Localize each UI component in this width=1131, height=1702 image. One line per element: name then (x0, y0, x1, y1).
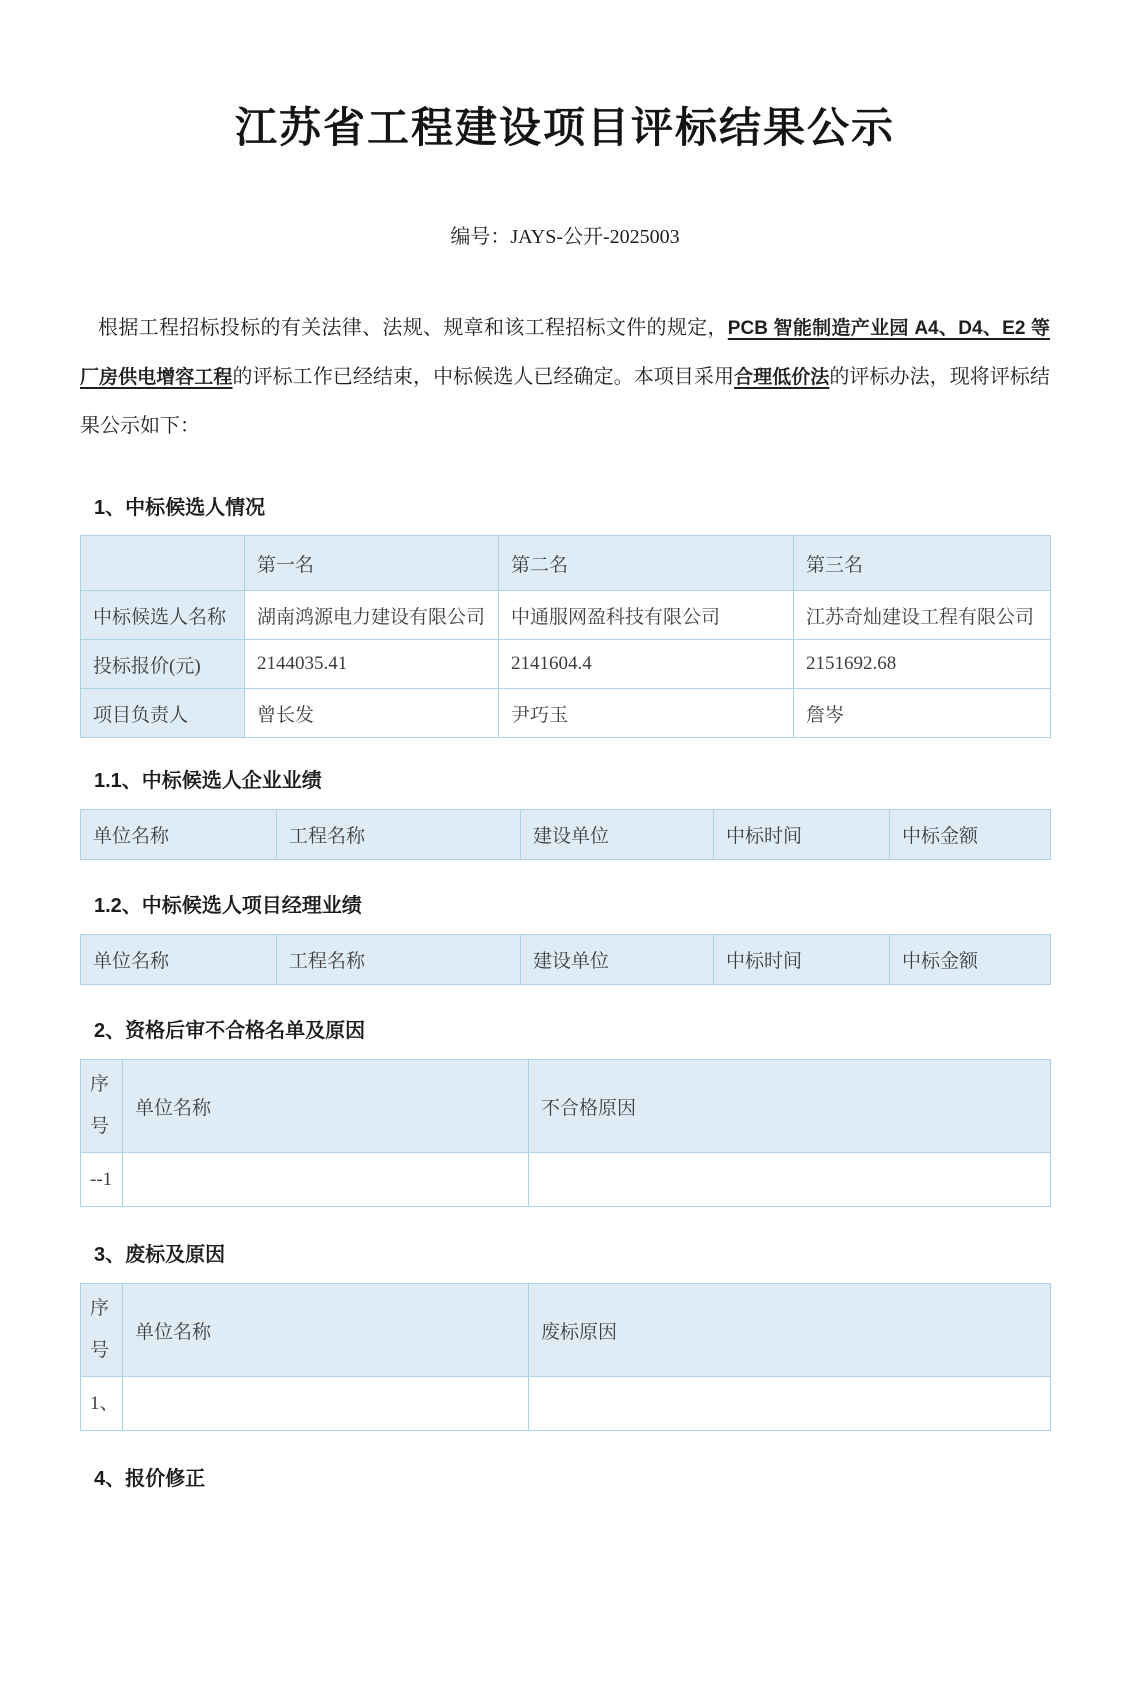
candidate-2-manager: 尹巧玉 (499, 689, 794, 738)
rank-3-header: 第三名 (794, 536, 1051, 591)
candidate-1-price: 2144035.41 (245, 640, 499, 689)
col-seq-no: 序号 (81, 1060, 123, 1153)
reason-cell (529, 1153, 1051, 1207)
bid-price-row (81, 640, 1051, 689)
col-unit-name: 单位名称 (81, 935, 277, 985)
rejected-bids-table (80, 1283, 1051, 1431)
evaluation-method: 合理低价法 (734, 367, 830, 388)
doc-number: 编号：JAYS-公开-2025003 (450, 226, 680, 248)
rank-2-header: 第二名 (499, 536, 794, 591)
candidate-1-name: 湖南鸿源电力建设有限公司 (245, 591, 499, 640)
intro-part1: 根据工程招标投标的有关法律、法规、规章和该工程招标文件的规定， (98, 317, 728, 339)
col-project-name: 工程名称 (277, 935, 521, 985)
document-page (0, 102, 1131, 1702)
candidate-1-manager: 曾长发 (245, 689, 499, 738)
col-unit-name: 单位名称 (123, 1060, 529, 1153)
project-manager-row (81, 689, 1051, 738)
col-unit-name: 单位名称 (81, 810, 277, 860)
table-header-row (81, 1060, 1051, 1153)
rank-1-header: 第一名 (245, 536, 499, 591)
table-header-row (81, 536, 1051, 591)
col-unit-name: 单位名称 (123, 1284, 529, 1377)
candidate-name-row (81, 591, 1051, 640)
col-project-name: 工程名称 (277, 810, 521, 860)
col-construction-unit: 建设单位 (521, 935, 714, 985)
col-award-time: 中标时间 (714, 810, 890, 860)
row-label-project-manager: 项目负责人 (81, 689, 245, 738)
col-award-amount: 中标金额 (890, 810, 1051, 860)
col-unqualified-reason: 不合格原因 (529, 1060, 1051, 1153)
row-label-bid-price: 投标报价(元) (81, 640, 245, 689)
section-1-heading: 1、中标候选人情况 (94, 497, 266, 519)
candidate-2-name: 中通服网盈科技有限公司 (499, 591, 794, 640)
section-3-heading: 3、废标及原因 (94, 1244, 226, 1266)
section-1-2-heading: 1.2、中标候选人项目经理业绩 (94, 895, 362, 917)
reason-cell (529, 1377, 1051, 1431)
col-award-time: 中标时间 (714, 935, 890, 985)
candidate-3-price: 2151692.68 (794, 640, 1051, 689)
intro-paragraph (80, 304, 1050, 450)
table-header-row (81, 810, 1051, 860)
table-row (81, 1153, 1051, 1207)
seq-no-cell: 1、 (81, 1377, 123, 1431)
col-award-amount: 中标金额 (890, 935, 1051, 985)
intro-part3: 的评标办法，现将评标结果公示如下： (80, 366, 1050, 437)
candidates-table (80, 535, 1051, 738)
corner-cell (81, 536, 245, 591)
page-title: 江苏省工程建设项目评标结果公示 (234, 106, 895, 152)
col-rejection-reason: 废标原因 (529, 1284, 1051, 1377)
section-4-heading: 4、报价修正 (94, 1468, 206, 1490)
candidate-2-price: 2141604.4 (499, 640, 794, 689)
col-construction-unit: 建设单位 (521, 810, 714, 860)
table-header-row (81, 935, 1051, 985)
seq-no-cell: --1 (81, 1153, 123, 1207)
unqualified-table (80, 1059, 1051, 1207)
col-seq-no: 序号 (81, 1284, 123, 1377)
project-name: PCB 智能制造产业园 A4、D4、E2 等厂房供电增容工程 (80, 318, 1050, 388)
company-performance-table (80, 809, 1051, 860)
candidate-3-name: 江苏奇灿建设工程有限公司 (794, 591, 1051, 640)
row-label-candidate-name: 中标候选人名称 (81, 591, 245, 640)
table-header-row (81, 1284, 1051, 1377)
candidate-3-manager: 詹岑 (794, 689, 1051, 738)
manager-performance-table (80, 934, 1051, 985)
section-2-heading: 2、资格后审不合格名单及原因 (94, 1020, 366, 1042)
unit-name-cell (123, 1377, 529, 1431)
unit-name-cell (123, 1153, 529, 1207)
intro-part2: 的评标工作已经结束，中标候选人已经确定。本项目采用 (232, 366, 735, 388)
section-1-1-heading: 1.1、中标候选人企业业绩 (94, 770, 322, 792)
table-row (81, 1377, 1051, 1431)
